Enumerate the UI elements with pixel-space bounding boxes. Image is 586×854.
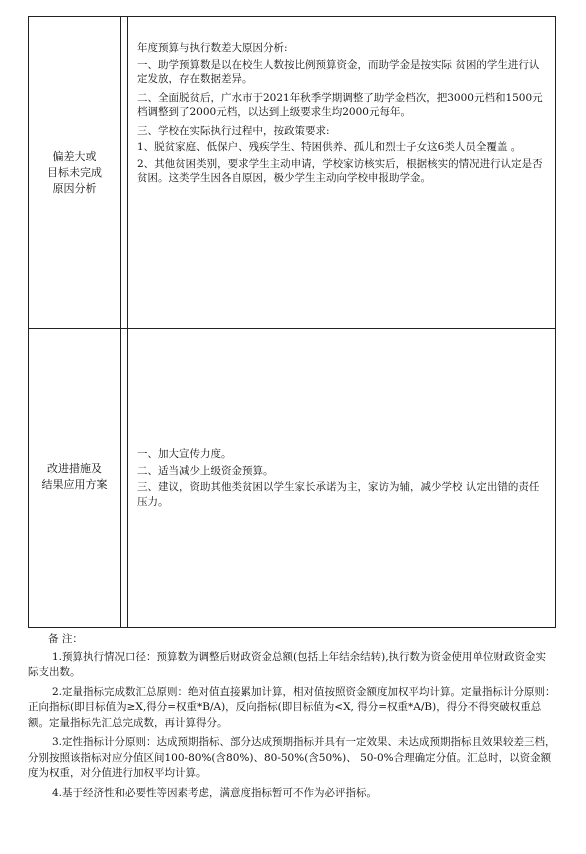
deviation-analysis-content bbox=[127, 41, 555, 188]
improvement-measures-row bbox=[29, 329, 555, 627]
deviation-analysis-label bbox=[29, 17, 121, 328]
note-item: 3.定性指标计分原则：达成预期指标、部分达成预期指标并具有一定效果、未达成预期指标且效果较差三档，分别按照该指标对应分值区间100-80%(含80%)、80-50%(含50%)、 50-0%合理确定分值。汇总时，以资金额度为权重，对分值进行加权平均计算。 bbox=[28, 736, 556, 779]
label-line: 偏差大或 bbox=[52, 149, 97, 163]
deviation-analysis-row bbox=[29, 17, 555, 329]
content-paragraph: 三、学校在实际执行过程中，按政策要求: bbox=[137, 124, 330, 137]
note-item: 1.预算执行情况口径：预算数为调整后财政资金总额(包括上年结余结转),执行数为资金使用单位财政资金实际支出数。 bbox=[28, 650, 547, 678]
label-line: 目标未完成 bbox=[47, 165, 102, 179]
content-paragraph: 1、脱贫家庭、低保户、残疾学生、特困供养、孤儿和烈士子女这6类人员全覆盖 。 bbox=[137, 141, 522, 153]
label-line: 改进措施及 bbox=[47, 462, 102, 475]
note-item: 2.定量指标完成数汇总原则：绝对值直接累加计算，相对值按照资金额度加权平均计算。定量指标计分原则：正向指标(即目标值为≥X,得分=权重*B/A)，反向指标(即目标值为<X, 得分=权重*A/B)，得分不得突破权重总额。定量指标先汇总完成数，再计算得分。 bbox=[28, 685, 556, 729]
content-paragraph: 年度预算与执行数差大原因分析: bbox=[137, 42, 288, 54]
label-line: 原因分析 bbox=[52, 181, 97, 195]
content-paragraph: 二、适当减少上级资金预算。 bbox=[137, 464, 274, 477]
improvement-measures-content bbox=[127, 447, 555, 511]
improvement-measures-label bbox=[29, 327, 121, 627]
content-paragraph: 二、全面脱贫后，广水市于2021年秋季学期调整了助学金档次，把3000元档和1500元档调整到了2000元档，以达到上级要求生均2000元每年。 bbox=[137, 91, 543, 118]
notes-section bbox=[28, 632, 556, 805]
content-paragraph: 三、建议，资助其他类贫困以学生家长承诺为主，家访为辅，减少学校 认定出错的责任压力。 bbox=[137, 481, 540, 508]
label-line: 结果应用方案 bbox=[41, 478, 108, 491]
notes-title: 备 注： bbox=[48, 633, 83, 645]
content-paragraph: 一、加大宣传力度。 bbox=[137, 448, 232, 460]
content-paragraph: 2、其他贫困类别，要求学生主动申请，学校家访核实后，根据核实的情况进行认定是否贫困。这类学生因各自原因，极少学生主动向学校申报助学金。 bbox=[137, 157, 543, 184]
evaluation-table bbox=[28, 16, 556, 628]
note-item: 4.基于经济性和必要性等因素考虑，满意度指标暂可不作为必评指标。 bbox=[52, 786, 378, 799]
content-paragraph: 一、助学预算数是以在校生人数按比例预算资金，而助学金是按实际 贫困的学生进行认定发放，存在数据差异。 bbox=[137, 58, 540, 85]
